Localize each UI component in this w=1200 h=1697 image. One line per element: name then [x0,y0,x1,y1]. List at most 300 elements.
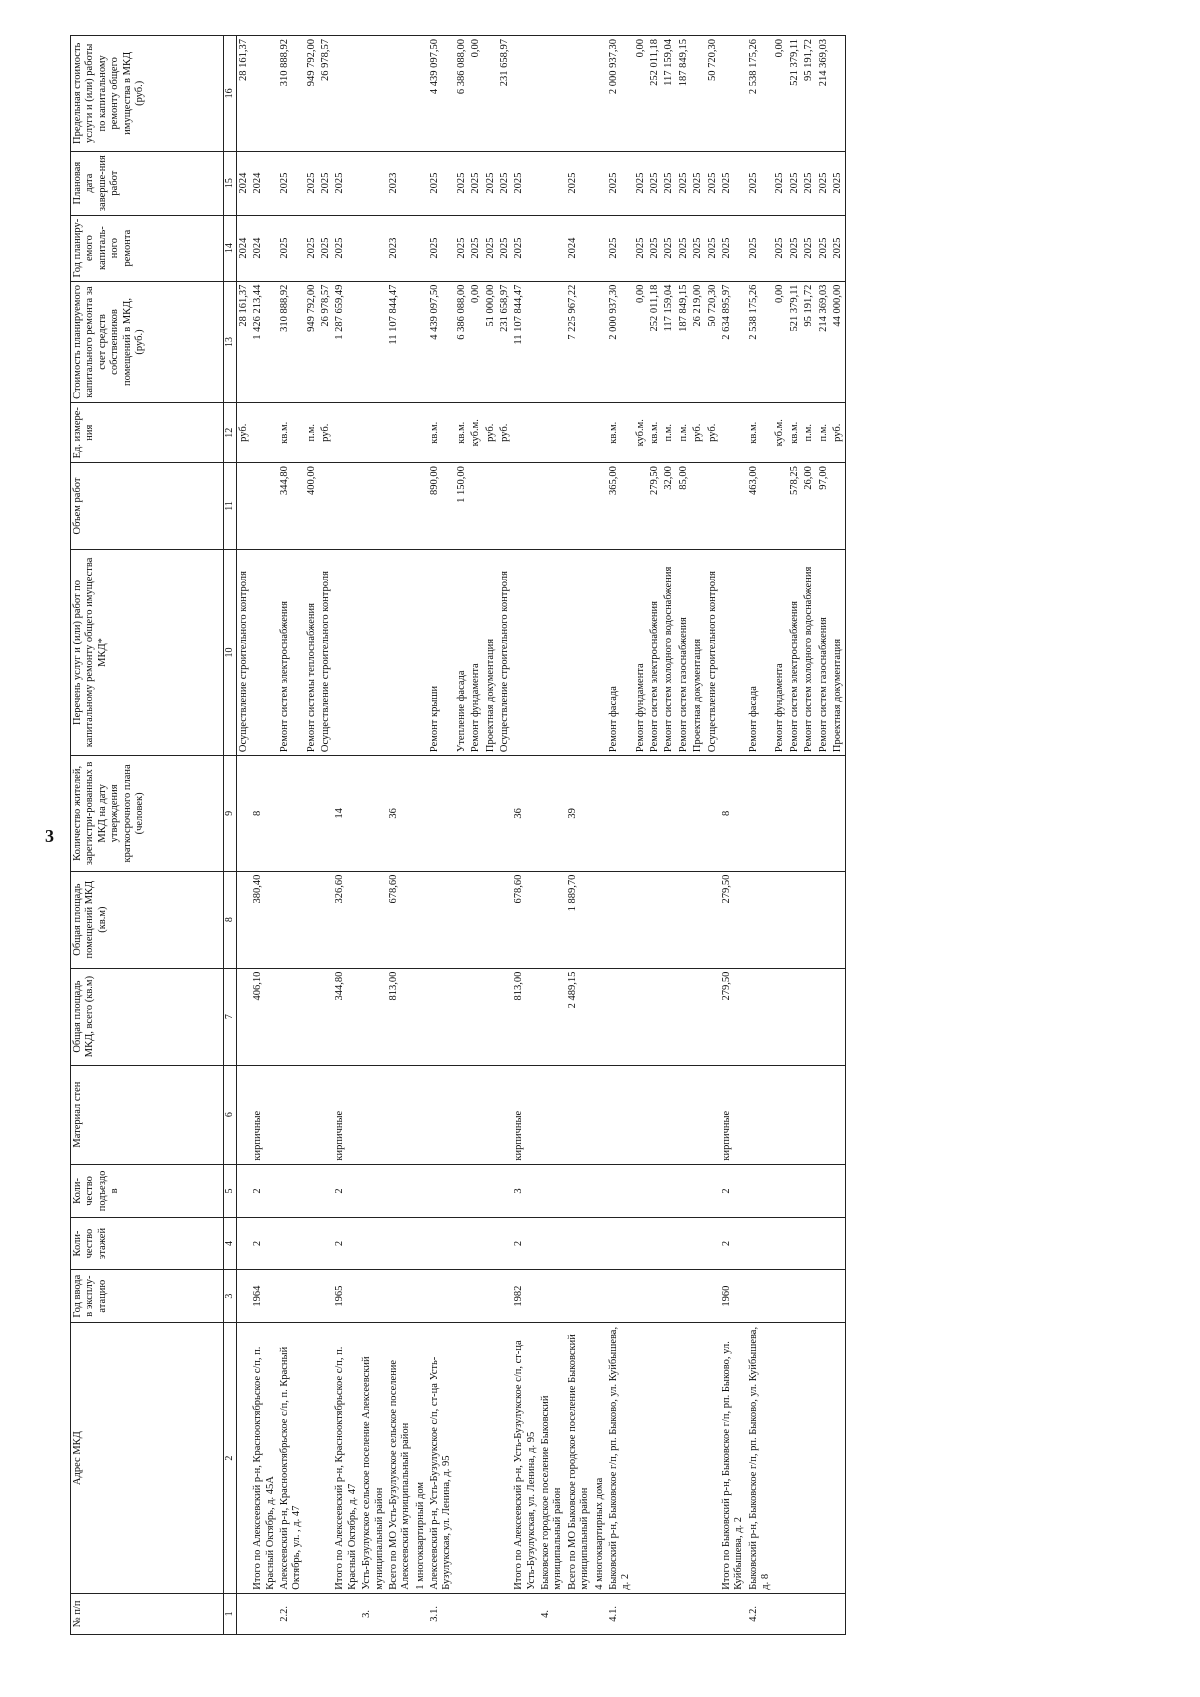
table-cell: 0,00 [773,281,787,403]
table-cell [831,36,846,152]
table-cell: 231 658,97 [498,281,512,403]
table-cell [677,1218,691,1270]
table-cell: 231 658,97 [498,36,512,152]
column-header: Плановая дата заверше-ния работ [71,151,224,215]
table-cell [428,871,455,968]
table-cell: Ремонт фундамента [773,549,787,755]
table-cell: 2025 [788,215,802,281]
column-header: Материал стен [71,1065,224,1164]
table-cell: 2025 [706,215,720,281]
table-cell: 2 [333,1164,360,1218]
table-cell [677,968,691,1065]
table-cell [469,968,483,1065]
table-cell: 1982 [512,1269,539,1323]
table-cell: 2 000 937,30 [607,281,634,403]
table-row [747,36,774,1635]
table-cell [691,36,705,152]
table-cell [469,756,483,872]
table-cell: 2024 [236,215,251,281]
table-cell [539,215,566,281]
table-cell [319,463,333,550]
table-cell [498,968,512,1065]
table-cell [662,871,676,968]
table-cell: Проектная документация [831,549,846,755]
table-cell: 4.1. [607,1593,634,1634]
table-row [305,36,319,1635]
table-cell: 2025 [634,151,648,215]
table-cell [512,549,539,755]
table-cell [319,1323,333,1593]
table-cell: 2 000 937,30 [607,36,634,152]
table-row [788,36,802,1635]
table-cell: Итого по Алексеевский р-н, Краснооктябрьское с/п, п. Красный Октябрь, д. 45А [251,1323,278,1593]
column-number: 11 [224,463,237,550]
table-cell [333,463,360,550]
table-cell [539,871,566,968]
table-cell: 2 [251,1164,278,1218]
table-cell [802,871,816,968]
table-cell: Итого по Алексеевский р-н, Усть-Бузулукское с/п, ст-ца Усть-Бузулукская, ул. Ленина, д. 95 [512,1323,539,1593]
table-cell [455,756,469,872]
table-cell [607,1218,634,1270]
table-cell [428,756,455,872]
table-cell [648,1218,662,1270]
table-cell [305,756,319,872]
table-cell [747,1269,774,1323]
table-cell: 14 [333,756,360,872]
table-cell [831,1323,846,1593]
table-cell: кв.м. [455,403,469,463]
column-header: Предельная стоимость услуги и (или) работы по капитальному ремонту общего имущества в МКД (руб.) [71,36,224,152]
table-cell: 50 720,30 [706,281,720,403]
table-cell: 6 386 088,00 [455,281,469,403]
table-cell [539,1065,566,1164]
table-cell [484,1593,498,1634]
table-cell: 2025 [648,151,662,215]
table-cell [788,1065,802,1164]
table-cell: п.м. [305,403,319,463]
table-cell [691,756,705,872]
table-cell [593,403,607,463]
table-cell: Проектная документация [691,549,705,755]
table-cell [305,871,319,968]
table-cell [607,756,634,872]
table-cell [455,871,469,968]
table-cell [360,1065,387,1164]
capital-repair-table [70,35,846,1635]
table-row [360,36,387,1635]
table-cell: кирпичные [251,1065,278,1164]
table-cell: п.м. [817,403,831,463]
table-cell: 2025 [788,151,802,215]
table-cell: Осуществление строительного контроля [498,549,512,755]
table-cell: 4.2. [747,1593,774,1634]
table-cell [773,968,787,1065]
table-cell [566,403,593,463]
table-cell [720,549,747,755]
table-cell [677,1269,691,1323]
table-cell [648,1593,662,1634]
table-cell [236,1218,251,1270]
table-cell [773,1164,787,1218]
table-cell [566,1065,593,1164]
table-cell: 8 [720,756,747,872]
table-cell [360,281,387,403]
table-cell [607,1065,634,1164]
column-header: Перечень услуг и (или) работ по капитальному ремонту общего имущества МКД* [71,549,224,755]
table-cell [414,1218,428,1270]
table-cell [817,1323,831,1593]
table-cell: 252 011,18 [648,36,662,152]
table-cell [360,215,387,281]
table-cell [333,549,360,755]
table-cell [414,151,428,215]
table-cell: Ремонт систем газоснабжения [817,549,831,755]
table-cell [566,1593,593,1634]
table-cell: 8 [251,756,278,872]
table-cell [648,871,662,968]
table-cell [593,756,607,872]
table-cell: руб. [831,403,846,463]
table-cell: 28 161,37 [236,281,251,403]
table-cell [484,1065,498,1164]
table-row [512,36,539,1635]
table-cell: 2024 [566,215,593,281]
table-cell [278,1065,305,1164]
table-cell [498,871,512,968]
table-cell: 2025 [802,151,816,215]
table-cell: 85,00 [677,463,691,550]
table-cell: 463,00 [747,463,774,550]
table-cell [802,1065,816,1164]
table-cell [634,968,648,1065]
table-cell: 2025 [484,215,498,281]
table-cell [414,1164,428,1218]
table-cell [634,756,648,872]
table-row [319,36,333,1635]
table-cell: Ремонт систем электроснабжения [278,549,305,755]
table-cell: 44 000,00 [831,281,846,403]
table-cell: 2025 [428,215,455,281]
table-cell [319,756,333,872]
table-cell [236,1593,251,1634]
table-cell [566,36,593,152]
table-cell [414,968,428,1065]
table-cell [817,756,831,872]
table-cell: Алексеевский р-н, Краснооктябрьское с/п, п. Красный Октябрь, ул. , д. 47 [278,1323,305,1593]
table-cell [831,1065,846,1164]
table-cell: 279,50 [720,871,747,968]
table-cell: Быковское городское поселение Быковский муниципальный район [539,1323,566,1593]
table-cell [251,463,278,550]
table-cell: п.м. [662,403,676,463]
table-cell [662,1323,676,1593]
table-cell: 400,00 [305,463,319,550]
table-cell: Ремонт фундамента [469,549,483,755]
table-cell [788,968,802,1065]
table-cell: 117 159,04 [662,281,676,403]
table-cell: 326,60 [333,871,360,968]
table-cell: 2025 [607,215,634,281]
table-cell [831,968,846,1065]
table-cell [484,871,498,968]
table-cell: 252 011,18 [648,281,662,403]
table-cell: Проектная документация [484,549,498,755]
table-cell [634,1065,648,1164]
table-cell: 279,50 [648,463,662,550]
table-cell: п.м. [677,403,691,463]
column-header: Объем работ [71,463,224,550]
column-header: Коли-чество подъездо в [71,1164,224,1218]
table-cell: 310 888,92 [278,36,305,152]
table-cell [428,968,455,1065]
table-cell [498,756,512,872]
table-cell [788,871,802,968]
table-cell [593,968,607,1065]
table-cell [720,1593,747,1634]
table-cell: 1 многоквартирный дом [414,1323,428,1593]
table-cell [773,463,787,550]
table-cell: 2 538 175,26 [747,36,774,152]
table-cell [831,1164,846,1218]
table-cell: 36 [512,756,539,872]
table-cell [319,1218,333,1270]
table-cell [498,1164,512,1218]
table-cell [498,1323,512,1593]
table-cell [788,1164,802,1218]
column-number: 5 [224,1164,237,1218]
table-cell [677,1593,691,1634]
table-cell: Ремонт систем холодного водоснабжения [802,549,816,755]
table-cell [634,1218,648,1270]
table-row [387,36,414,1635]
table-cell [498,1269,512,1323]
table-cell: 95 191,72 [802,281,816,403]
column-number: 15 [224,151,237,215]
table-cell [387,1269,414,1323]
table-cell [512,463,539,550]
table-cell: Осуществление строительного контроля [319,549,333,755]
table-cell: 2025 [634,215,648,281]
table-cell: 813,00 [512,968,539,1065]
table-cell [706,1065,720,1164]
table-cell [360,403,387,463]
table-cell [484,1218,498,1270]
table-cell [484,968,498,1065]
table-cell: 3.1. [428,1593,455,1634]
table-cell [387,549,414,755]
table-cell [677,756,691,872]
table-cell [817,1164,831,1218]
column-header: Адрес МКД [71,1323,224,1593]
table-cell [428,1269,455,1323]
table-cell [691,871,705,968]
table-cell: 2025 [773,151,787,215]
table-row [648,36,662,1635]
table-cell [831,756,846,872]
table-cell: 2025 [662,215,676,281]
table-cell [691,1218,705,1270]
table-cell [251,549,278,755]
table-cell: 11 107 844,47 [512,281,539,403]
table-cell: руб. [498,403,512,463]
table-cell: 380,40 [251,871,278,968]
table-cell [469,1593,483,1634]
table-cell: 813,00 [387,968,414,1065]
table-row [469,36,483,1635]
table-cell: 1 287 659,49 [333,281,360,403]
table-cell: 51 000,00 [484,281,498,403]
table-cell: 2 [512,1218,539,1270]
table-cell [387,403,414,463]
table-cell: 2025 [512,215,539,281]
table-cell: Ремонт фасада [607,549,634,755]
table-cell [360,756,387,872]
table-cell: 2025 [648,215,662,281]
table-cell: 2025 [428,151,455,215]
table-cell [305,1164,319,1218]
table-cell [648,968,662,1065]
table-cell [648,1323,662,1593]
table-row [691,36,705,1635]
table-cell: 28 161,37 [236,36,251,152]
table-cell [720,403,747,463]
table-cell [747,1218,774,1270]
table-cell [333,36,360,152]
table-cell: Быковский р-н, Быковское г/п, рп. Быково, ул. Куйбышева, д. 8 [747,1323,774,1593]
table-cell: 2025 [469,215,483,281]
table-cell [802,756,816,872]
column-number: 12 [224,403,237,463]
table-cell: руб. [706,403,720,463]
table-cell [593,215,607,281]
table-cell [539,281,566,403]
table-cell [662,1269,676,1323]
table-cell: кв.м. [607,403,634,463]
table-cell: 1965 [333,1269,360,1323]
table-cell [773,1593,787,1634]
table-cell [706,1218,720,1270]
table-row [566,36,593,1635]
table-cell [469,1269,483,1323]
table-cell: Осуществление строительного контроля [236,549,251,755]
table-row [455,36,469,1635]
table-cell: 2024 [251,215,278,281]
table-cell: Итого по Алексеевский р-н, Краснооктябрьское с/п, п. Красный Октябрь, д. 47 [333,1323,360,1593]
table-cell [319,1065,333,1164]
table-cell [593,463,607,550]
table-cell [593,1593,607,1634]
table-cell: 890,00 [428,463,455,550]
table-row [607,36,634,1635]
table-cell [648,1164,662,1218]
table-cell [677,1323,691,1593]
table-cell [512,1593,539,1634]
table-cell: 2025 [305,151,319,215]
table-row [278,36,305,1635]
table-cell [455,1593,469,1634]
table-cell: 2025 [566,151,593,215]
table-cell [691,1269,705,1323]
table-cell: кв.м. [747,403,774,463]
table-cell: руб. [319,403,333,463]
table-cell [607,1269,634,1323]
table-cell [360,1218,387,1270]
table-row [414,36,428,1635]
table-cell [802,968,816,1065]
table-cell [566,1218,593,1270]
table-cell [802,1323,816,1593]
table-cell [747,756,774,872]
table-cell: 2025 [747,215,774,281]
table-cell: 4. [539,1593,566,1634]
column-header: Общая площадь МКД, всего (кв.м) [71,968,224,1065]
table-cell [539,36,566,152]
table-cell: Ремонт систем холодного водоснабжения [662,549,676,755]
table-row [251,36,278,1635]
table-row [498,36,512,1635]
table-cell: 2025 [691,151,705,215]
table-row [428,36,455,1635]
table-cell [387,1164,414,1218]
table-row [706,36,720,1635]
table-cell [469,1218,483,1270]
table-cell: куб.м. [634,403,648,463]
table-cell [360,1164,387,1218]
table-cell: 2 634 895,97 [720,281,747,403]
table-row [593,36,607,1635]
table-cell [691,1323,705,1593]
table-cell: 521 379,11 [788,36,802,152]
table-cell [788,1269,802,1323]
table-cell: кв.м. [428,403,455,463]
table-cell: 310 888,92 [278,281,305,403]
table-cell [539,1218,566,1270]
table-cell [788,1323,802,1593]
table-cell [414,1269,428,1323]
column-header: Количество жителей, зарегистри-рованных в МКД на дату утверждения краткосрочного плана (человек) [71,756,224,872]
table-cell: 2025 [455,151,469,215]
table-cell [566,549,593,755]
table-cell: 6 386 088,00 [455,36,469,152]
table-cell [414,1065,428,1164]
table-cell [831,1593,846,1634]
table-cell [706,463,720,550]
table-cell [455,1269,469,1323]
table-cell [387,36,414,152]
table-cell: 2025 [498,215,512,281]
table-cell [662,756,676,872]
table-cell [720,36,747,152]
table-cell: 2025 [278,151,305,215]
table-cell [305,968,319,1065]
table-cell [593,36,607,152]
table-cell [593,549,607,755]
table-cell [236,1164,251,1218]
table-cell: Осуществление строительного контроля [706,549,720,755]
table-cell: 32,00 [662,463,676,550]
table-cell [539,151,566,215]
table-cell [360,871,387,968]
table-cell [593,1164,607,1218]
table-cell [607,871,634,968]
table-cell [788,756,802,872]
table-cell [593,1218,607,1270]
table-cell [593,151,607,215]
table-cell [387,1218,414,1270]
table-cell [773,1269,787,1323]
table-cell [788,1218,802,1270]
